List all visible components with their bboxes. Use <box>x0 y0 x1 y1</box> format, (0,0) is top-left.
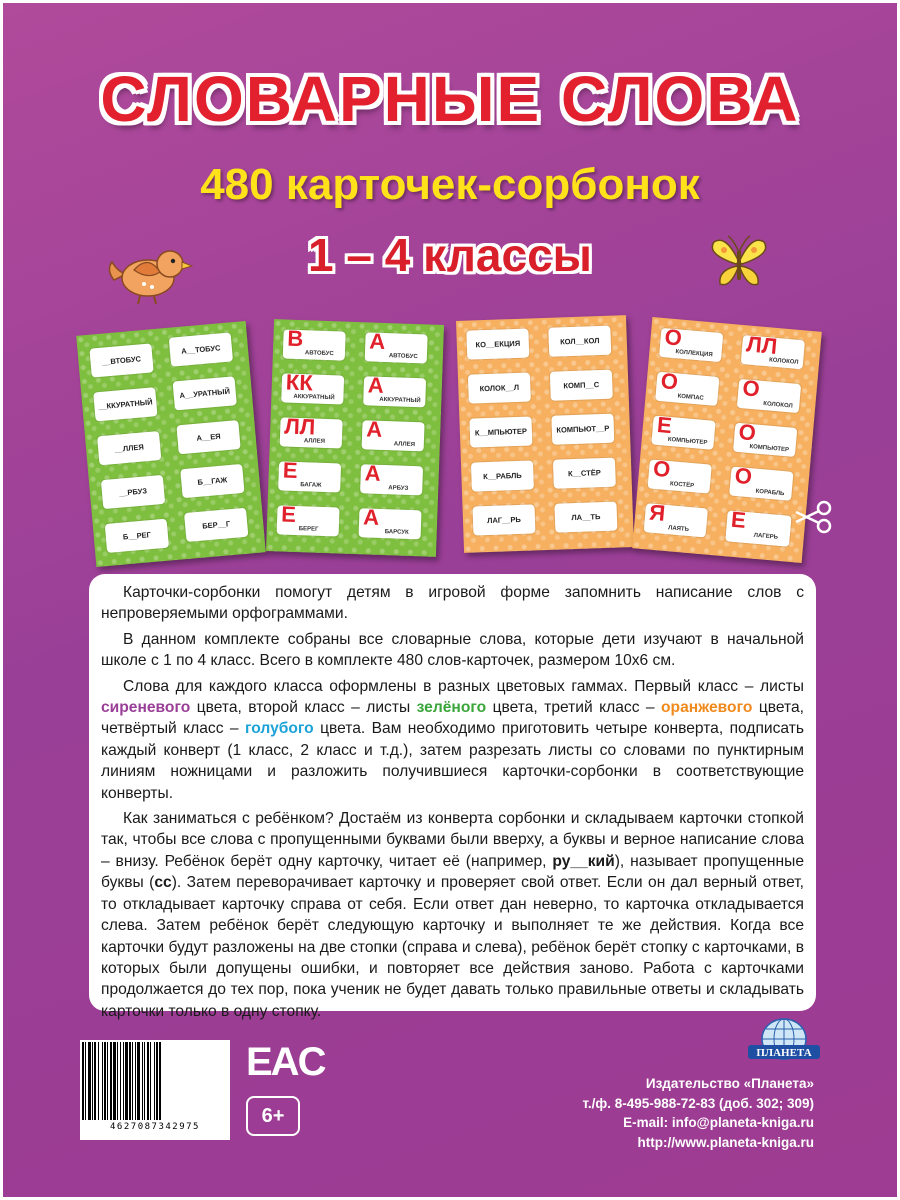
paragraph: В данном комплекте собраны все словарные слова, которые дети изучают в начальной школе с 1 по 4 класс. Всего в комплекте 480 слов-карточек, размером 10x6 см. <box>101 630 804 670</box>
logo-text: ПЛАНЕТА <box>756 1047 812 1059</box>
example-letters: сс <box>154 874 172 892</box>
eac-mark: EAC <box>246 1040 325 1084</box>
word-card: КО__ЕКЦИЯ <box>466 329 529 360</box>
answer-word: КОРАБЛЬ <box>755 488 785 498</box>
answer-word: КОМПАС <box>677 393 704 402</box>
answer-word: КОСТЁР <box>669 481 695 490</box>
paragraph: Карточки-сорбонки помогут детям в игровой форме запомнить написание слов с непроверяемыми орфограммами. <box>101 584 804 623</box>
scissors-icon <box>794 500 834 534</box>
color-word-orange: оранжевого <box>661 699 753 717</box>
publisher-email[interactable]: E-mail: info@planeta-kniga.ru <box>623 1115 814 1130</box>
answer-word: БЕРЕГ <box>298 526 319 533</box>
answer-letter: КК <box>285 369 314 396</box>
word-card: К__СТЁР <box>553 458 616 489</box>
answer-letter: А <box>367 372 385 398</box>
answer-letter: А <box>364 460 382 486</box>
word-card: Б__ГАЖ <box>180 464 244 498</box>
publisher-url[interactable]: http://www.planeta-kniga.ru <box>637 1134 814 1150</box>
answer-letter: А <box>368 328 386 354</box>
instructions-text <box>89 574 816 1020</box>
answer-letter: О <box>733 462 754 490</box>
barcode <box>80 1040 230 1140</box>
answer-word: ЛАГЕРЬ <box>753 532 779 541</box>
answer-letter: О <box>737 419 757 446</box>
word-card: КОМП__С <box>550 370 613 401</box>
publisher-info <box>582 1074 814 1152</box>
answer-letter: А <box>365 416 383 442</box>
word-card: А__УРАТНЫЙ <box>173 376 237 410</box>
color-word-green: зелёного <box>416 699 487 717</box>
word-card: ЛА__ТЬ <box>554 502 617 533</box>
answer-letter: Е <box>280 501 297 527</box>
answer-word: АЛЛЕЯ <box>393 441 416 449</box>
color-word-blue: голубого <box>244 720 314 738</box>
word-card: К__МПЬЮТЕР <box>469 416 532 447</box>
word-card: __ЛЛЕЯ <box>97 431 161 465</box>
answer-letter: О <box>663 324 683 351</box>
answer-word: АККУРАТНЫЙ <box>293 393 335 402</box>
word-card: КОМПЬЮТ__Р <box>551 414 614 445</box>
word-card: __РБУЗ <box>101 475 165 509</box>
sheet-grade3-words <box>456 315 634 553</box>
answer-letter: Е <box>656 411 673 439</box>
color-word-lilac: сиреневого <box>101 699 191 717</box>
answer-letter: ЛЛ <box>283 413 316 440</box>
word-card: А__ЕЯ <box>176 420 240 454</box>
barcode-digits: 4627087342975 <box>110 1122 200 1132</box>
answer-letter: В <box>287 325 304 352</box>
publisher-phone: т./ф. 8-495-988-72-83 (доб. 302; 309) <box>582 1095 814 1111</box>
grades-label: 1 – 4 классы <box>308 229 592 281</box>
word-card: А__ТОБУС <box>169 332 233 366</box>
answer-word: БАРСУК <box>384 529 409 536</box>
answer-word: БАГАЖ <box>300 482 322 489</box>
word-card: Б__РЕГ <box>105 519 169 553</box>
word-card: ЛАГ__РЬ <box>472 504 535 535</box>
publisher-name: Издательство «Планета» <box>645 1076 814 1091</box>
answer-word: АРБУЗ <box>388 485 409 492</box>
answer-letter: Е <box>730 506 747 533</box>
answer-letter: ЛЛ <box>745 331 779 359</box>
barcode-bars <box>82 1042 228 1120</box>
answer-word: ЛАЯТЬ <box>667 525 690 534</box>
answer-letter: Е <box>282 457 298 484</box>
age-rating: 6+ <box>246 1096 300 1136</box>
bird-icon <box>104 240 196 306</box>
sheet-grade2-words <box>76 321 266 567</box>
word-card: __ВТОБУС <box>89 343 153 377</box>
answer-letter: О <box>659 368 680 395</box>
butterfly-icon <box>706 232 772 292</box>
answer-word: АВТОБУС <box>388 353 418 361</box>
paragraph: Как заниматься с ребёнком? Достаём из конверта сорбонки и складываем карточки стопкой так, чтобы все слова с пропущенными буквами были вверху, а буквы и верное написание слова – внизу. Ребёнок берёт одну карточку, читает её (например, ру__кий), называет пропущенные буквы (сс). Затем переворачивает карточку и проверяет свой ответ. Если он дал верный ответ, то откладывает карточку справа от себя. Если ответ дан неверно, то карточка откладывается слева. Затем ребёнок берёт следующую карточку и выполняет те же действия. Когда все карточки будут разложены на две стопки (справа и слева), ребёнок берёт стопку с карточками, в которых были допущены ошибки, и повторяет все действия заново. Работа с карточками продолжается до тех пор, пока ученик не будет давать только правильные ответы и складывать карточки только в одну стопку. <box>101 810 804 1020</box>
sheet-grade2-answers <box>266 319 444 557</box>
answer-letter: О <box>652 455 672 483</box>
answer-word: АВТОБУС <box>304 350 334 358</box>
planeta-logo <box>746 1015 822 1071</box>
word-card: КОЛ__КОЛ <box>548 326 611 357</box>
word-card: __ККУРАТНЫЙ <box>93 387 157 421</box>
word-card: КОЛОК__Л <box>468 372 531 403</box>
word-card: БЕР__Г <box>184 508 248 542</box>
word-card: К__РАБЛЬ <box>471 460 534 491</box>
paragraph: Слова для каждого класса оформлены в разных цветовых гаммах. Первый класс – листы сиреневого цвета, второй класс – листы зелёного цвета, третий класс – оранжевого цвета, четвёртый класс – голубого цвета. Вам необходимо приготовить четыре конверта, подписать каждый конверт (1 класс, 2 класс и т.д.), затем разрезать листы со словами по пунктирным линиям ножницами и разложить получившиеся карточки-сорбонки в соответствующие конверты. <box>101 677 804 802</box>
answer-letter: Я <box>648 499 667 526</box>
page-title: СЛОВАРНЫЕ СЛОВА <box>100 63 800 135</box>
example-word: ру__кий <box>552 852 615 870</box>
answer-word: КОЛЛЕКЦИЯ <box>675 349 713 359</box>
answer-word: КОМПЬЮТЕР <box>667 436 708 447</box>
answer-word: АККУРАТНЫЙ <box>379 396 421 405</box>
page-subtitle: 480 карточек-сорбонок <box>200 160 700 209</box>
answer-letter: А <box>362 504 380 530</box>
answer-word: АЛЛЕЯ <box>303 438 326 445</box>
answer-letter: О <box>741 375 761 402</box>
answer-word: КОМПЬЮТЕР <box>749 443 790 454</box>
answer-word: КОЛОКОЛ <box>768 357 799 366</box>
answer-word: КОЛОКОЛ <box>763 401 793 410</box>
